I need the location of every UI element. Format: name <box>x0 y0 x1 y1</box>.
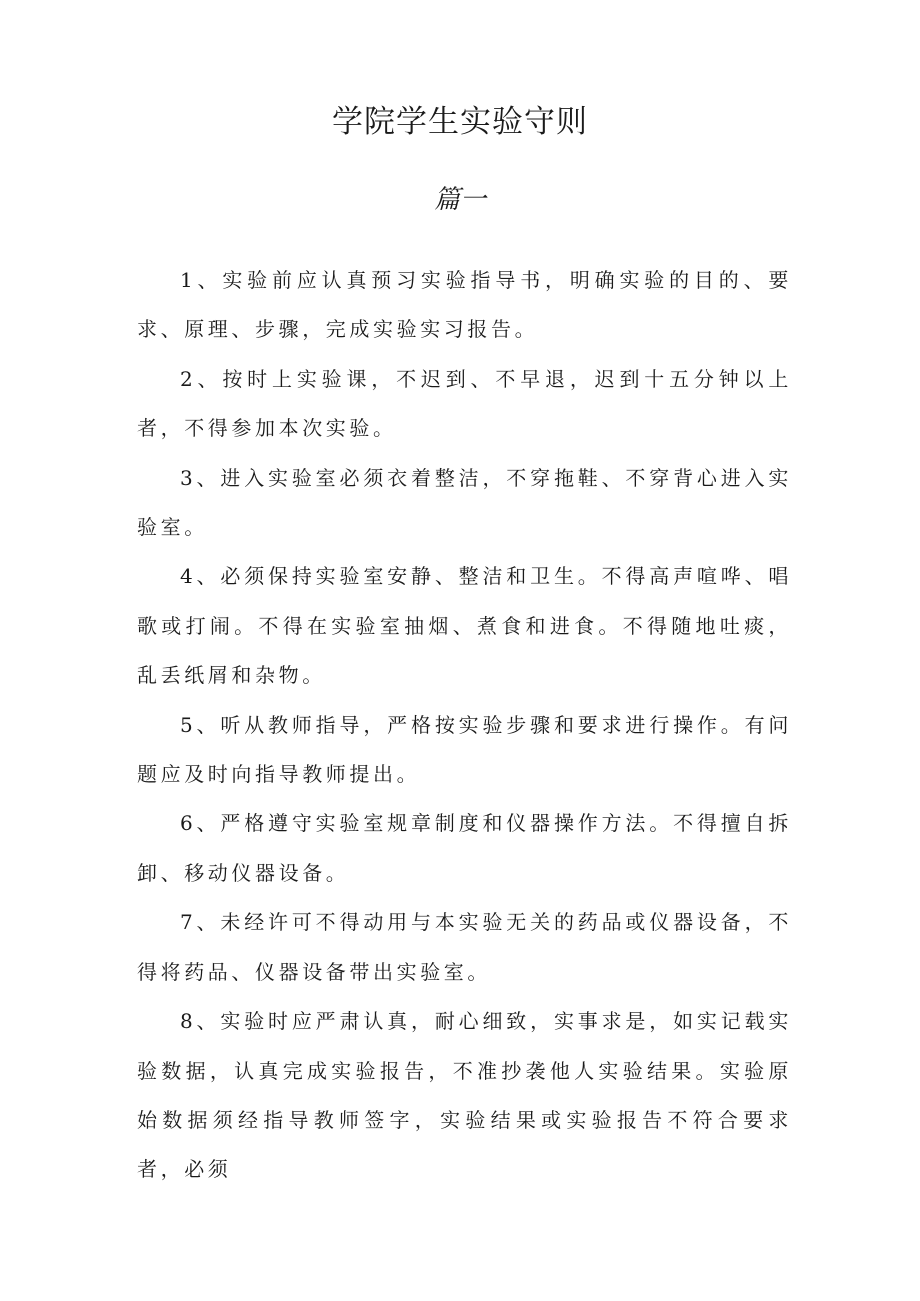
rule-paragraph-4: 4、必须保持实验室安静、整洁和卫生。不得高声喧哗、唱歌或打闹。不得在实验室抽烟、煮食和进食。不得随地吐痰，乱丢纸屑和杂物。 <box>137 564 792 688</box>
rule-paragraph-1: 1、实验前应认真预习实验指导书，明确实验的目的、要求、原理、步骤，完成实验实习报告。 <box>137 268 792 342</box>
rule-paragraph-7: 7、未经许可不得动用与本实验无关的药品或仪器设备，不得将药品、仪器设备带出实验室。 <box>137 910 792 984</box>
rule-paragraph-2: 2、按时上实验课，不迟到、不早退，迟到十五分钟以上者，不得参加本次实验。 <box>137 366 792 441</box>
rule-paragraph-8: 8、实验时应严肃认真，耐心细致，实事求是，如实记载实验数据，认真完成实验报告，不准抄袭他人实验结果。实验原始数据须经指导教师签字，实验结果或实验报告不符合要求者，必须 <box>137 1009 792 1182</box>
rules-body <box>137 256 792 1195</box>
rule-paragraph-3: 3、进入实验室必须衣着整洁，不穿拖鞋、不穿背心进入实验室。 <box>137 465 792 540</box>
document-title: 学院学生实验守则 <box>332 104 588 140</box>
rule-paragraph-6: 6、严格遵守实验室规章制度和仪器操作方法。不得擅自拆卸、移动仪器设备。 <box>137 811 792 885</box>
rule-paragraph-5: 5、听从教师指导，严格按实验步骤和要求进行操作。有问题应及时向指导教师提出。 <box>137 712 792 787</box>
document-subtitle: 篇一 <box>433 185 486 215</box>
